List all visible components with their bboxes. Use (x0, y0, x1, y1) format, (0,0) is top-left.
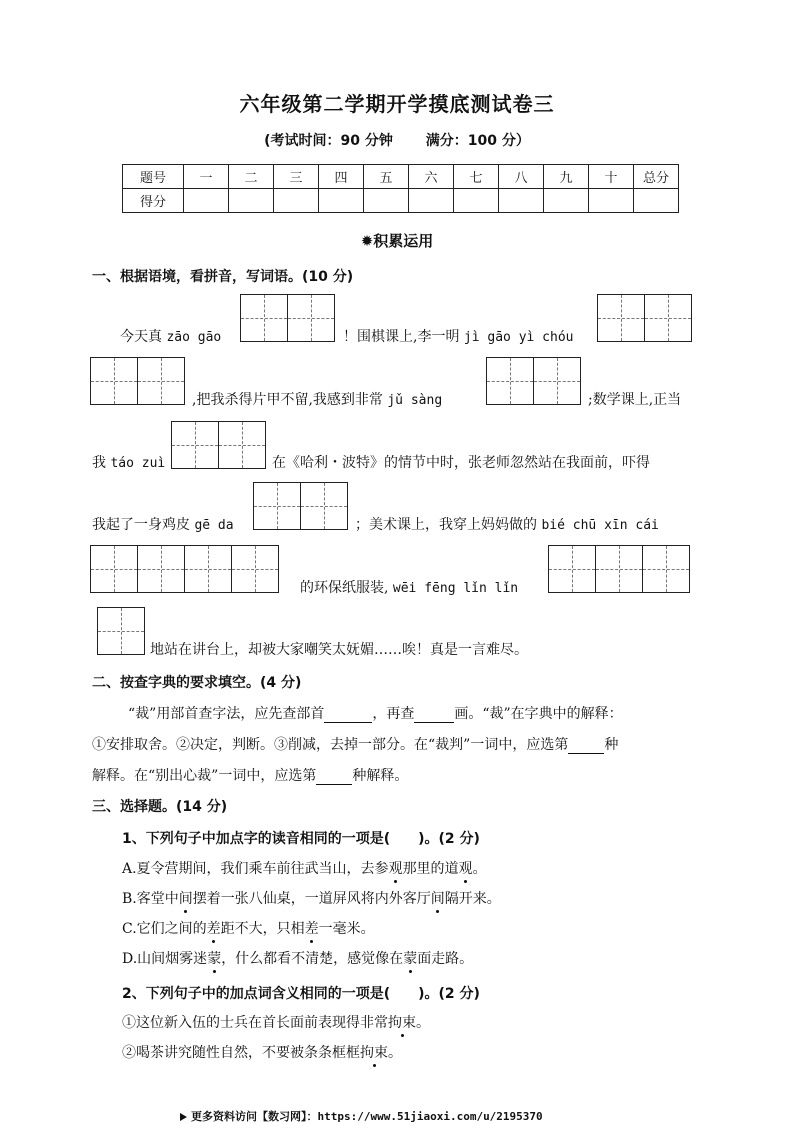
q2-line2: ①安排取舍。②决定，判断。③削减，去掉一部分。在“裁判”一词中，应选第 种 (92, 737, 619, 753)
exam-time: (考试时间：90 分钟 (264, 133, 393, 149)
answer-grid[interactable] (240, 294, 335, 342)
q1-line4-b: ；美术课上，我穿上妈妈做的 bié chū xīn cái (355, 517, 659, 533)
star-burst-icon: ✹ (360, 232, 374, 250)
answer-grid[interactable] (97, 607, 145, 655)
q2-line3: 解释。在“别出心裁”一词中，应选第 种解释。 (92, 768, 409, 784)
answer-grid[interactable] (90, 357, 185, 405)
q1-line1-b: ！围棋课上,李一明 jì gāo yì chóu (343, 329, 574, 345)
q2-line1: “裁”用部首查字法，应先查部首 ，再查 画。“裁”在字典中的解释： (128, 706, 623, 722)
q1-line5-a: 的环保纸服装, wēi fēng lǐn lǐn (300, 580, 519, 596)
footer-link[interactable]: 更多资料访问【数习网】：https://www.51jiaoxi.com/u/2195370 (180, 1108, 543, 1124)
q3-sub1-title: 1、下列句子中加点字的读音相同的一项是( )。(2 分) (122, 831, 480, 847)
pinyin: jǔ sàng (387, 393, 443, 408)
answer-grid[interactable] (548, 545, 690, 593)
fill-blank[interactable] (568, 739, 604, 754)
score-cell[interactable] (544, 189, 589, 213)
q1-line2-a: ,把我杀得片甲不留,我感到非常 jǔ sàng (192, 392, 443, 408)
score-table-header-row (123, 165, 679, 189)
score-cell[interactable] (319, 189, 364, 213)
pinyin: wēi fēng lǐn lǐn (392, 581, 519, 596)
score-cell[interactable] (634, 189, 679, 213)
q3-heading: 三、选择题。(14 分) (92, 799, 228, 815)
q1-line1-a: 今天真 zāo gāo (120, 329, 222, 345)
fill-blank[interactable] (316, 770, 352, 785)
answer-grid[interactable] (90, 545, 279, 593)
section-title: ✹积累运用 (360, 232, 434, 250)
answer-grid[interactable] (253, 482, 348, 530)
q1-line2-b: ;数学课上,正当 (588, 392, 682, 408)
score-cell[interactable] (589, 189, 634, 213)
score-col: 三 (274, 165, 319, 189)
score-col: 五 (364, 165, 409, 189)
score-col-total: 总分 (634, 165, 679, 189)
score-col: 一 (184, 165, 229, 189)
answer-grid[interactable] (486, 357, 581, 405)
fill-blank[interactable] (414, 708, 454, 723)
q1-line4-a: 我起了一身鸡皮 gē da (92, 517, 234, 533)
score-row-label: 得分 (123, 189, 184, 213)
score-cell[interactable] (454, 189, 499, 213)
score-col: 十 (589, 165, 634, 189)
score-col: 七 (454, 165, 499, 189)
q1-line3-a: 我 táo zuì (92, 455, 166, 471)
pinyin: táo zuì (110, 456, 166, 471)
score-cell[interactable] (499, 189, 544, 213)
pinyin: jì gāo yì chóu (463, 330, 574, 345)
score-cell[interactable] (184, 189, 229, 213)
sentence-1: ①这位新入伍的士兵在首长面前表现得非常拘束。 (122, 1012, 430, 1032)
score-cell[interactable] (274, 189, 319, 213)
option-a[interactable]: A.夏令营期间，我们乘车前往武当山，去参观那里的道观。 (122, 858, 487, 878)
pinyin: gē da (194, 518, 234, 533)
fill-blank[interactable] (324, 708, 372, 723)
full-score: 满分：100 分） (425, 133, 530, 149)
exam-info (0, 130, 794, 150)
q1-heading: 一、根据语境，看拼音，写词语。(10 分) (92, 269, 354, 285)
page-title: 六年级第二学期开学摸底测试卷三 (239, 92, 555, 116)
q1-line3-b: 在《哈利・波特》的情节中时，张老师忽然站在我面前，吓得 (272, 455, 650, 471)
score-col: 四 (319, 165, 364, 189)
score-col: 六 (409, 165, 454, 189)
score-cell[interactable] (364, 189, 409, 213)
score-cell[interactable] (409, 189, 454, 213)
q2-heading: 二、按查字典的要求填空。(4 分) (92, 675, 302, 691)
score-table-score-row (123, 189, 679, 213)
score-col: 二 (229, 165, 274, 189)
answer-grid[interactable] (171, 421, 266, 469)
q1-line6: 地站在讲台上，却被大家嘲笑太妩媚……唉！真是一言难尽。 (150, 642, 528, 658)
flag-icon (180, 1113, 187, 1121)
sentence-2: ②喝茶讲究随性自然，不要被条条框框拘束。 (122, 1042, 402, 1062)
option-b[interactable]: B.客堂中间摆着一张八仙桌，一道屏风将内外客厅间隔开来。 (122, 888, 501, 908)
score-col: 八 (499, 165, 544, 189)
option-d[interactable]: D.山间烟雾迷蒙，什么都看不清楚，感觉像在蒙面走路。 (122, 948, 473, 968)
score-table-label: 题号 (123, 165, 184, 189)
pinyin: bié chū xīn cái (541, 518, 659, 533)
score-cell[interactable] (229, 189, 274, 213)
answer-grid[interactable] (597, 294, 692, 342)
option-c[interactable]: C.它们之间的差距不大，只相差一毫米。 (122, 918, 375, 938)
score-table (122, 164, 679, 213)
score-col: 九 (544, 165, 589, 189)
pinyin: zāo gāo (166, 330, 222, 345)
q3-sub2-title: 2、下列句子中的加点词含义相同的一项是( )。(2 分) (122, 986, 480, 1002)
